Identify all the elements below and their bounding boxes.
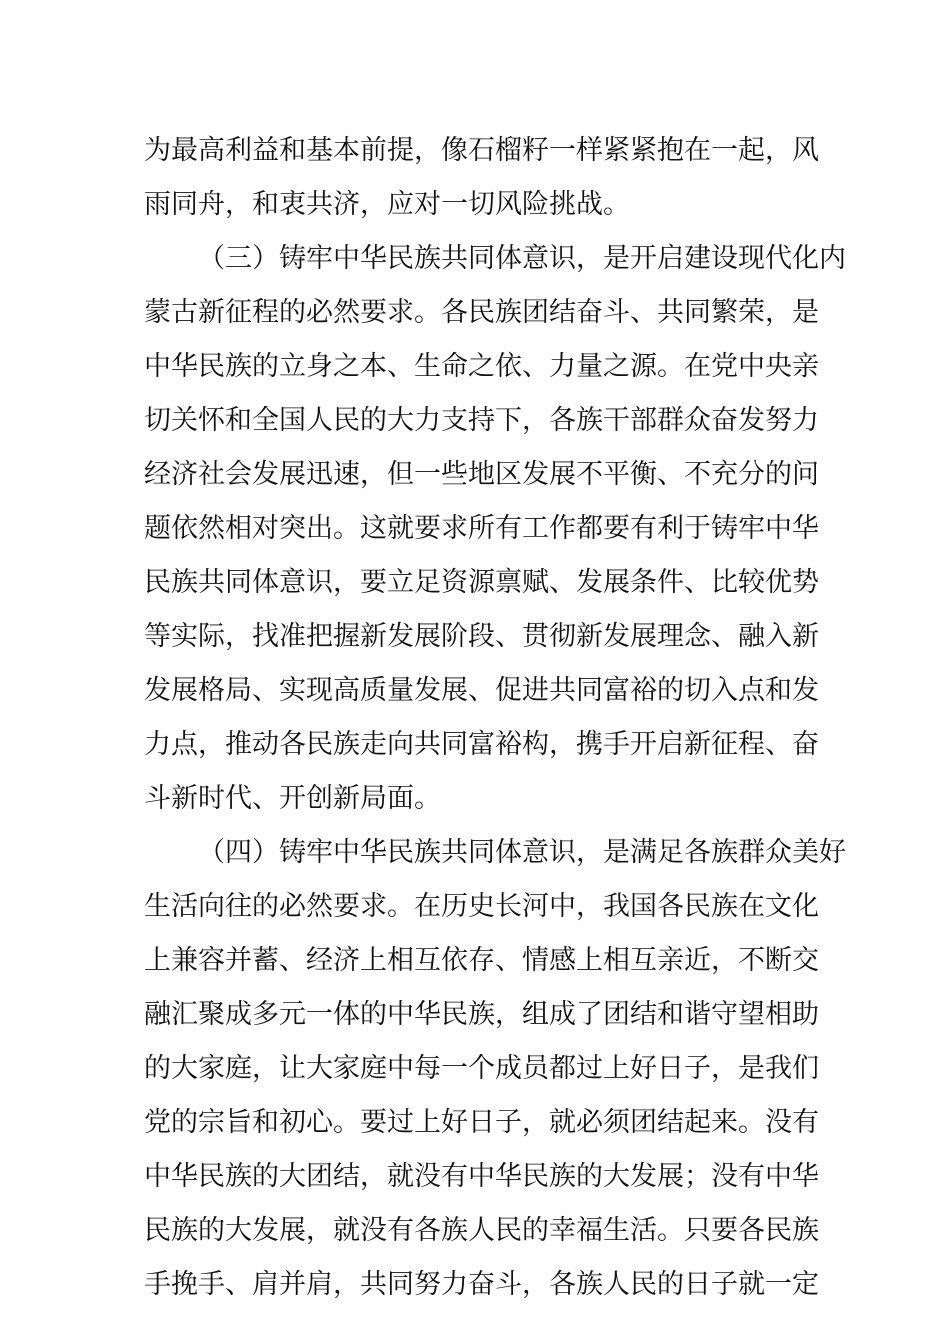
text-line: 雨同舟，和衷共济，应对一切风险挑战。	[144, 189, 630, 220]
text-line: 民族的大发展，就没有各族人民的幸福生活。只要各民族	[144, 1215, 819, 1246]
text-line: 中华民族的大团结，就没有中华民族的大发展；没有中华	[144, 1161, 819, 1192]
text-line: 力点，推动各民族走向共同富裕构，携手开启新征程、奋	[144, 729, 819, 760]
text-line: 等实际，找准把握新发展阶段、贯彻新发展理念、融入新	[144, 621, 819, 652]
section-three-heading-line: （三）铸牢中华民族共同体意识，是开启建设现代化内	[198, 243, 846, 274]
text-line: 为最高利益和基本前提，像石榴籽一样紧紧抱在一起，风	[144, 135, 819, 166]
text-line: 的大家庭，让大家庭中每一个成员都过上好日子，是我们	[144, 1053, 819, 1084]
body-text	[144, 124, 846, 1312]
text-line: 题依然相对突出。这就要求所有工作都要有利于铸牢中华	[144, 513, 819, 544]
text-line: 经济社会发展迅速，但一些地区发展不平衡、不充分的问	[144, 459, 819, 490]
text-line: 蒙古新征程的必然要求。各民族团结奋斗、共同繁荣，是	[144, 297, 819, 328]
text-line: 民族共同体意识，要立足资源禀赋、发展条件、比较优势	[144, 567, 819, 598]
text-line: 斗新时代、开创新局面。	[144, 783, 441, 814]
text-line: 生活向往的必然要求。在历史长河中，我国各民族在文化	[144, 891, 819, 922]
text-line: 发展格局、实现高质量发展、促进共同富裕的切入点和发	[144, 675, 819, 706]
section-four-heading-line: （四）铸牢中华民族共同体意识，是满足各族群众美好	[198, 837, 846, 868]
text-line: 融汇聚成多元一体的中华民族，组成了团结和谐守望相助	[144, 999, 819, 1030]
text-line: 手挽手、肩并肩，共同努力奋斗，各族人民的日子就一定	[144, 1269, 819, 1300]
text-line: 党的宗旨和初心。要过上好日子，就必须团结起来。没有	[144, 1107, 819, 1138]
text-line: 切关怀和全国人民的大力支持下，各族干部群众奋发努力	[144, 405, 819, 436]
text-line: 中华民族的立身之本、生命之依、力量之源。在党中央亲	[144, 351, 819, 382]
text-line: 上兼容并蓄、经济上相互依存、情感上相互亲近，不断交	[144, 945, 819, 976]
